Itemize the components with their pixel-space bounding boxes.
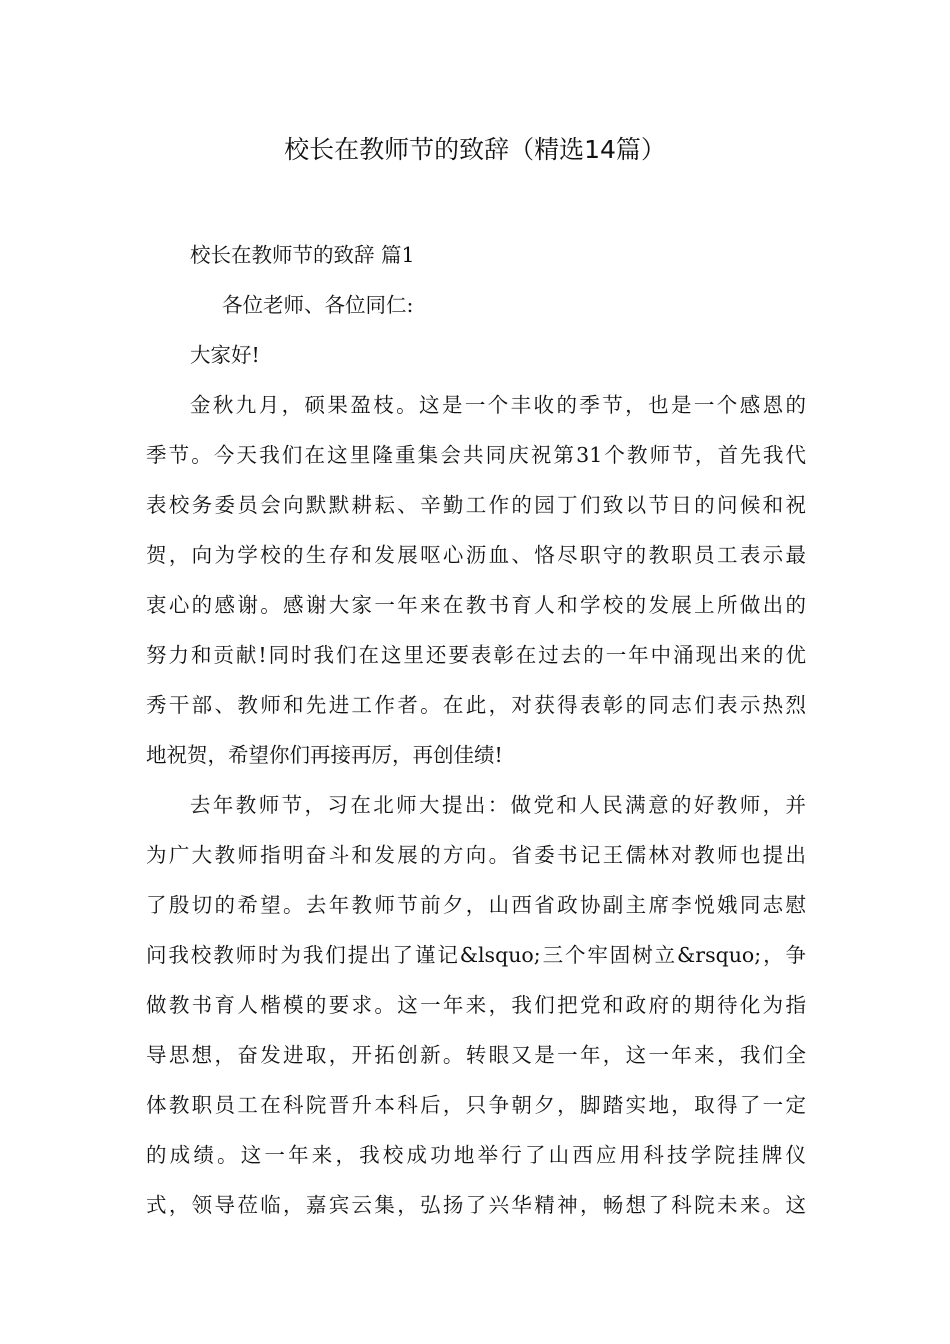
section-heading: 校长在教师节的致辞 篇1 [190,243,415,267]
paragraph-line: 金秋九月，硕果盈枝。这是一个丰收的季节，也是一个感恩的 [190,393,806,417]
paragraph-line: 地祝贺，希望你们再接再厉，再创佳绩! [146,743,503,767]
paragraph-line: 导思想，奋发进取，开拓创新。转眼又是一年，这一年来，我们全 [146,1043,806,1067]
paragraph-line: 体教职员工在科院晋升本科后，只争朝夕，脚踏实地，取得了一定 [146,1093,806,1117]
paragraph-line: 去年教师节，习在北师大提出：做党和人民满意的好教师，并 [190,793,806,817]
document-title: 校长在教师节的致辞（精选14篇） [284,135,666,164]
paragraph-line: 了殷切的希望。去年教师节前夕，山西省政协副主席李悦娥同志慰 [146,893,806,917]
paragraph-line: 问我校教师时为我们提出了谨记&lsquo;三个牢固树立&rsquo;，争 [146,943,806,967]
paragraph-line: 式，领导莅临，嘉宾云集，弘扬了兴华精神，畅想了科院未来。这 [146,1193,806,1217]
paragraph-line: 季节。今天我们在这里隆重集会共同庆祝第31个教师节，首先我代 [146,443,806,467]
paragraph-line: 的成绩。这一年来，我校成功地举行了山西应用科技学院挂牌仪 [146,1143,806,1167]
paragraph-line: 秀干部、教师和先进工作者。在此，对获得表彰的同志们表示热烈 [146,693,806,717]
greeting: 大家好! [190,343,260,367]
paragraph-line: 为广大教师指明奋斗和发展的方向。省委书记王儒林对教师也提出 [146,843,806,867]
paragraph-line: 衷心的感谢。感谢大家一年来在教书育人和学校的发展上所做出的 [146,593,806,617]
paragraph-line: 表校务委员会向默默耕耘、辛勤工作的园丁们致以节日的问候和祝 [146,493,806,517]
salutation: 各位老师、各位同仁: [222,293,414,317]
paragraph-2 [146,780,806,1230]
paragraph-1 [146,380,806,780]
paragraph-line: 努力和贡献!同时我们在这里还要表彰在过去的一年中涌现出来的优 [146,643,806,667]
paragraph-line: 做教书育人楷模的要求。这一年来，我们把党和政府的期待化为指 [146,993,806,1017]
document-body [146,230,806,1230]
paragraph-line: 贺，向为学校的生存和发展呕心沥血、恪尽职守的教职员工表示最 [146,543,806,567]
